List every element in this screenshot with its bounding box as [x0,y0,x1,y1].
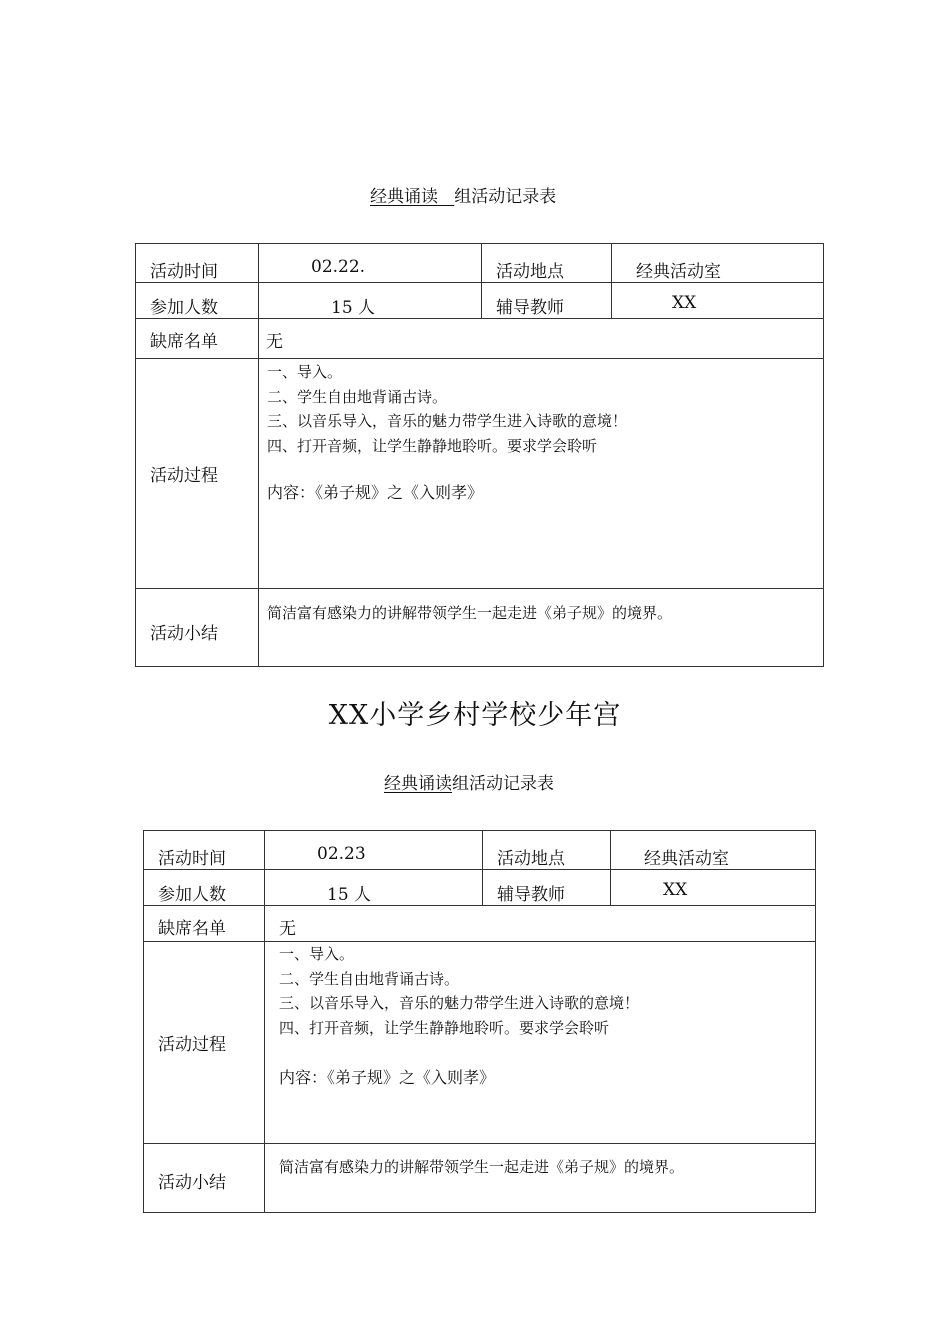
place-value-cell [611,831,816,870]
teacher-label: 辅导教师 [496,298,564,318]
process-line: 二、学生自由地背诵古诗。 [279,969,460,988]
place-label-cell [483,831,611,870]
process-line: 二、学生自由地背诵古诗。 [267,387,448,406]
absent-value-cell [259,319,824,359]
time-label: 活动时间 [158,849,226,869]
teacher-value-cell [612,283,824,319]
absent-label-cell [144,906,265,942]
time-value-cell [265,831,483,870]
count-label-cell [136,283,259,319]
count-label: 参加人数 [158,885,226,905]
place-label: 活动地点 [497,849,565,869]
place-value: 经典活动室 [644,849,729,869]
school-title: XX小学乡村学校少年宫 [328,700,622,731]
process-value-cell [265,942,816,1144]
summary-label-cell [144,1144,265,1213]
record1-table [135,243,824,667]
place-value-cell [612,244,824,283]
time-value: 02.22. [311,257,366,277]
absent-label-cell [136,319,259,359]
record1-title-topic: 经典诵读 [370,187,438,207]
process-label: 活动过程 [158,1035,226,1055]
record2-table [143,830,816,1213]
summary-value: 简洁富有感染力的讲解带领学生一起走进《弟子规》的境界。 [279,1158,685,1176]
process-line: 三、以音乐导入，音乐的魅力带学生进入诗歌的意境！ [267,412,628,430]
absent-label: 缺席名单 [150,332,218,352]
count-value: 15 人 [331,298,376,318]
process-label: 活动过程 [150,466,218,486]
summary-value: 简洁富有感染力的讲解带领学生一起走进《弟子规》的境界。 [267,604,673,622]
time-label-cell [136,244,259,283]
process-label-cell [136,359,259,589]
teacher-label-cell [483,870,611,906]
process-line: 三、以音乐导入，音乐的魅力带学生进入诗歌的意境！ [279,994,640,1012]
absent-label: 缺席名单 [158,919,226,939]
process-line: 四、打开音频，让学生静静地聆听。要求学会聆听 [279,1018,610,1037]
teacher-label-cell [482,283,612,319]
time-label-cell [144,831,265,870]
absent-value: 无 [279,919,296,939]
count-value-cell [259,283,482,319]
summary-value-cell [259,589,824,667]
record2-title-topic: 经典诵读 [384,774,452,794]
process-content: 内容：《弟子规》之《入则孝》 [267,483,484,502]
summary-label: 活动小结 [158,1173,226,1193]
summary-value-cell [265,1144,816,1213]
count-label: 参加人数 [150,298,218,318]
absent-value-cell [265,906,816,942]
summary-label-cell [136,589,259,667]
teacher-value-cell [611,870,816,906]
record1-title [370,182,556,207]
summary-label: 活动小结 [150,624,218,644]
process-line: 四、打开音频，让学生静静地聆听。要求学会聆听 [267,436,598,455]
place-label-cell [482,244,612,283]
time-label: 活动时间 [150,262,218,282]
teacher-value: XX [663,880,688,900]
count-label-cell [144,870,265,906]
teacher-label: 辅导教师 [497,885,565,905]
process-content: 内容：《弟子规》之《入则孝》 [279,1068,496,1087]
place-label: 活动地点 [496,262,564,282]
place-value: 经典活动室 [636,262,721,282]
absent-value: 无 [266,332,283,352]
record2-title-suffix: 组活动记录表 [452,774,554,794]
count-value-cell [265,870,483,906]
process-value-cell [259,359,824,589]
process-line: 一、导入。 [267,363,343,381]
record2-title [384,769,554,794]
process-label-cell [144,942,265,1144]
time-value-cell [259,244,482,283]
teacher-value: XX [672,293,697,313]
record1-title-suffix: 组活动记录表 [454,187,557,207]
count-value: 15 人 [327,885,372,905]
time-value: 02.23 [317,844,366,864]
process-line: 一、导入。 [279,945,355,963]
